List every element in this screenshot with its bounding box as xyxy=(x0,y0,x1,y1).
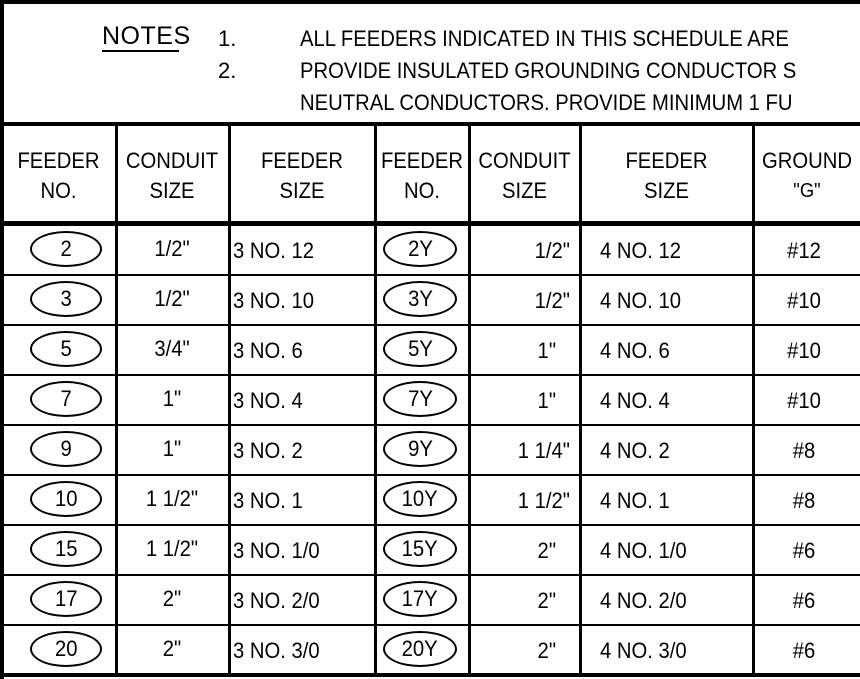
feeder-size-cell: 4 NO. 12 xyxy=(600,238,682,263)
col-divider-1 xyxy=(115,122,118,677)
row-line xyxy=(0,324,860,326)
header-line: SIZE xyxy=(502,178,547,203)
feeder-size-cell: 3 NO. 2/0 xyxy=(233,588,320,613)
feeder-tag-label: 5Y xyxy=(407,336,433,361)
feeder-size-cell: 4 NO. 2/0 xyxy=(600,588,687,613)
row-line xyxy=(0,374,860,376)
header-line: NO. xyxy=(404,178,440,203)
feeder-tag xyxy=(30,581,102,617)
feeder-size-cell: 3 NO. 4 xyxy=(233,388,303,413)
ground-cell: #6 xyxy=(792,588,816,613)
row-line xyxy=(0,574,860,576)
header-divider xyxy=(0,221,860,226)
conduit-size-cell: 1 1/2" xyxy=(145,536,199,561)
left-border xyxy=(0,0,4,679)
feeder-tag-label: 2 xyxy=(60,236,72,261)
header-feeder-no-y xyxy=(380,146,465,206)
feeder-size-cell: 4 NO. 2 xyxy=(600,438,670,463)
feeder-tag-label: 10 xyxy=(54,486,78,511)
col-divider-6 xyxy=(752,122,755,677)
feeder-tag-label: 20 xyxy=(54,636,78,661)
feeder-tag-label: 9 xyxy=(60,436,72,461)
ground-cell: #10 xyxy=(787,338,821,363)
row-line xyxy=(0,474,860,476)
conduit-size-cell: 1" xyxy=(537,388,556,413)
note-number: 1. xyxy=(218,26,237,51)
feeder-tag xyxy=(30,331,102,367)
header-line: SIZE xyxy=(149,178,195,203)
feeder-size-cell: 4 NO. 4 xyxy=(600,388,670,413)
notes-divider xyxy=(0,122,860,126)
header-feeder-size-y xyxy=(588,146,745,206)
feeder-tag-label: 20Y xyxy=(401,636,439,661)
feeder-size-cell: 3 NO. 3/0 xyxy=(233,638,320,663)
feeder-tag xyxy=(30,481,102,517)
feeder-tag-label: 7 xyxy=(60,386,72,411)
conduit-size-cell: 2" xyxy=(537,638,556,663)
conduit-size-cell: 2" xyxy=(537,538,556,563)
feeder-tag xyxy=(30,531,102,567)
conduit-size-cell: 1 1/2" xyxy=(145,486,199,511)
feeder-tag xyxy=(383,331,457,367)
header-line: "G" xyxy=(793,180,821,202)
feeder-size-cell: 3 NO. 1/0 xyxy=(233,538,320,563)
conduit-size-cell: 2" xyxy=(537,588,556,613)
note-text: PROVIDE INSULATED GROUNDING CONDUCTOR S xyxy=(300,58,797,83)
conduit-size-cell: 1/2" xyxy=(154,286,190,311)
header-feeder-no xyxy=(7,146,111,206)
row-line xyxy=(0,274,860,276)
ground-cell: #8 xyxy=(792,488,816,513)
ground-cell: #10 xyxy=(787,388,821,413)
feeder-tag xyxy=(30,431,102,467)
conduit-size-cell: 1 1/2" xyxy=(517,488,570,513)
top-border xyxy=(0,0,860,4)
feeder-size-cell: 4 NO. 6 xyxy=(600,338,670,363)
feeder-tag-label: 17Y xyxy=(401,586,439,611)
feeder-tag-label: 9Y xyxy=(407,436,433,461)
conduit-size-cell: 1/2" xyxy=(534,288,570,313)
conduit-size-cell: 3/4" xyxy=(154,336,190,361)
note-number: 2. xyxy=(218,58,237,83)
header-line: SIZE xyxy=(279,178,325,203)
feeder-tag-label: 7Y xyxy=(407,386,433,411)
note-text: NEUTRAL CONDUCTORS. PROVIDE MINIMUM 1 FU xyxy=(300,90,793,115)
conduit-size-cell: 1" xyxy=(162,436,182,461)
ground-cell: #6 xyxy=(792,638,816,663)
notes-title-underline xyxy=(102,50,179,52)
feeder-size-cell: 3 NO. 6 xyxy=(233,338,303,363)
bottom-border xyxy=(0,673,860,677)
ground-cell: #10 xyxy=(787,288,821,313)
header-line: FEEDER xyxy=(260,148,344,173)
feeder-tag-label: 3Y xyxy=(407,286,433,311)
feeder-size-cell: 3 NO. 12 xyxy=(233,238,315,263)
header-conduit-size-y xyxy=(474,146,574,206)
col-divider-5 xyxy=(579,122,582,677)
ground-cell: #8 xyxy=(792,438,816,463)
header-line: FEEDER xyxy=(625,148,708,173)
notes-title: NOTES xyxy=(102,22,191,50)
header-line: SIZE xyxy=(644,178,689,203)
feeder-size-cell: 3 NO. 1 xyxy=(233,488,303,513)
conduit-size-cell: 1/2" xyxy=(534,238,570,263)
conduit-size-cell: 1/2" xyxy=(154,236,190,261)
feeder-size-cell: 4 NO. 3/0 xyxy=(600,638,687,663)
conduit-size-cell: 1 1/4" xyxy=(517,438,570,463)
note-text: ALL FEEDERS INDICATED IN THIS SCHEDULE ARE xyxy=(300,26,789,51)
feeder-size-cell: 4 NO. 1 xyxy=(600,488,670,513)
col-divider-4 xyxy=(468,122,471,677)
col-divider-2 xyxy=(228,122,231,677)
header-line: CONDUIT xyxy=(478,148,571,173)
feeder-tag-label: 10Y xyxy=(401,486,439,511)
feeder-tag xyxy=(30,631,102,667)
feeder-size-cell: 3 NO. 2 xyxy=(233,438,303,463)
feeder-tag xyxy=(383,281,457,317)
row-line xyxy=(0,624,860,626)
feeder-tag-label: 15 xyxy=(54,536,78,561)
feeder-tag xyxy=(383,581,457,617)
feeder-tag xyxy=(383,381,457,417)
feeder-tag-label: 17 xyxy=(54,586,78,611)
row-line xyxy=(0,524,860,526)
feeder-tag-label: 15Y xyxy=(401,536,439,561)
feeder-tag xyxy=(383,481,457,517)
feeder-tag xyxy=(30,231,102,267)
header-line: FEEDER xyxy=(17,148,100,173)
header-feeder-size xyxy=(236,146,368,206)
feeder-tag xyxy=(30,281,102,317)
header-conduit-size xyxy=(120,146,223,206)
feeder-size-cell: 3 NO. 10 xyxy=(233,288,315,313)
col-divider-3 xyxy=(374,122,377,677)
ground-cell: #6 xyxy=(792,538,816,563)
conduit-size-cell: 1" xyxy=(162,386,182,411)
feeder-tag-label: 2Y xyxy=(407,236,433,261)
conduit-size-cell: 2" xyxy=(162,586,182,611)
row-line xyxy=(0,424,860,426)
feeder-tag xyxy=(383,431,457,467)
feeder-tag xyxy=(383,631,457,667)
feeder-tag xyxy=(383,231,457,267)
conduit-size-cell: 1" xyxy=(537,338,556,363)
header-line: GROUND xyxy=(762,148,852,173)
header-line: CONDUIT xyxy=(125,148,219,173)
header-line: NO. xyxy=(40,178,77,203)
header-ground xyxy=(758,146,856,206)
feeder-tag xyxy=(383,531,457,567)
header-line: FEEDER xyxy=(380,148,464,173)
feeder-size-cell: 4 NO. 1/0 xyxy=(600,538,687,563)
feeder-tag xyxy=(30,381,102,417)
feeder-size-cell: 4 NO. 10 xyxy=(600,288,682,313)
conduit-size-cell: 2" xyxy=(162,636,182,661)
ground-cell: #12 xyxy=(787,238,821,263)
feeder-tag-label: 3 xyxy=(60,286,72,311)
feeder-tag-label: 5 xyxy=(60,336,72,361)
